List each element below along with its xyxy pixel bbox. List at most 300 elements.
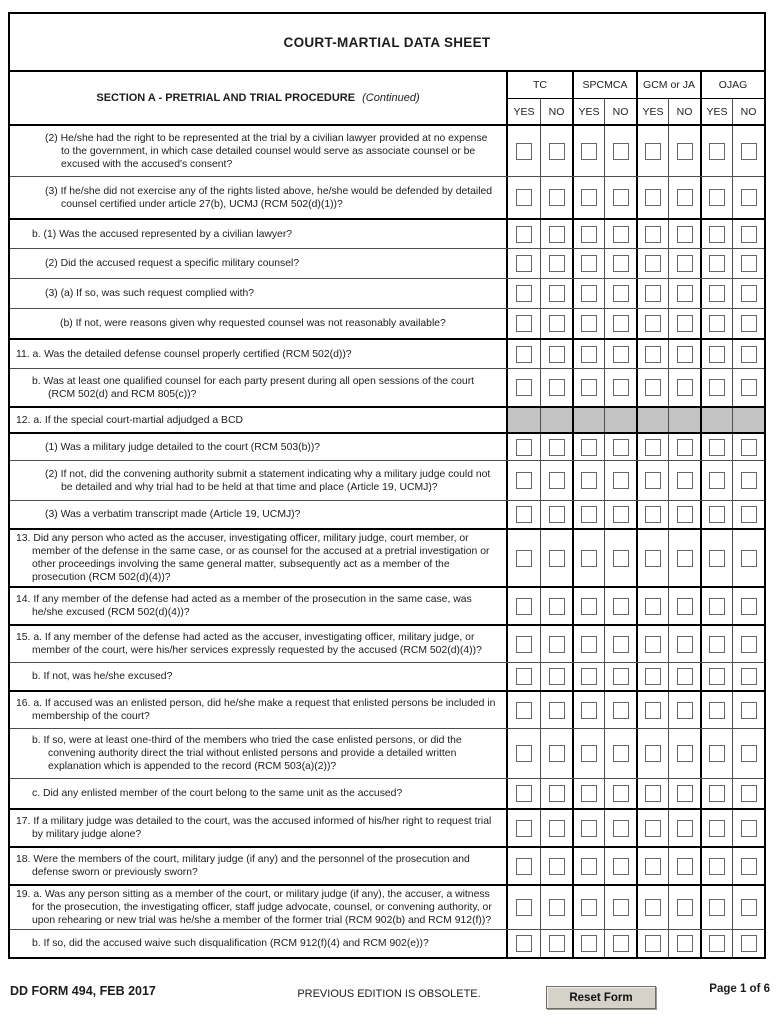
- checkbox-tc-no[interactable]: [549, 745, 565, 762]
- answer-cell: [636, 692, 668, 728]
- checkbox-ojag-no[interactable]: [741, 636, 757, 653]
- checkbox-tc-yes[interactable]: [516, 285, 532, 302]
- checkbox-tc-yes[interactable]: [516, 379, 532, 396]
- checkbox-spcmca-yes[interactable]: [581, 820, 597, 837]
- checkbox-ojag-no[interactable]: [741, 226, 757, 243]
- answer-cell: [700, 279, 732, 308]
- answer-cells: [508, 886, 764, 929]
- checkbox-gcm-or-ja-yes[interactable]: [645, 636, 661, 653]
- checkbox-tc-yes[interactable]: [516, 820, 532, 837]
- checkbox-gcm-or-ja-no[interactable]: [677, 550, 693, 567]
- checkbox-ojag-yes[interactable]: [709, 189, 725, 206]
- checkbox-gcm-or-ja-no[interactable]: [677, 226, 693, 243]
- checkbox-gcm-or-ja-no[interactable]: [677, 598, 693, 615]
- checkbox-tc-no[interactable]: [549, 143, 565, 160]
- checkbox-tc-no[interactable]: [549, 315, 565, 332]
- checkbox-gcm-or-ja-no[interactable]: [677, 506, 693, 523]
- checkbox-spcmca-no[interactable]: [613, 379, 629, 396]
- answer-cell: [732, 588, 764, 624]
- question-text: (3) If he/she did not exercise any of the rights listed above, he/she would be defended by detailed counsel certified under article 27(b), UCMJ (RCM 502(d)(1))?: [10, 177, 508, 218]
- checkbox-ojag-yes[interactable]: [709, 285, 725, 302]
- checkbox-gcm-or-ja-yes[interactable]: [645, 255, 661, 272]
- answer-cells: [508, 588, 764, 624]
- answer-cell: [636, 663, 668, 690]
- answer-cell: [540, 930, 572, 957]
- answer-cell: [508, 663, 540, 690]
- checkbox-spcmca-no[interactable]: [613, 785, 629, 802]
- answer-cell: [540, 340, 572, 368]
- answer-cell: [572, 434, 604, 460]
- checkbox-gcm-or-ja-no[interactable]: [677, 935, 693, 952]
- checkbox-gcm-or-ja-yes[interactable]: [645, 226, 661, 243]
- answer-cell: [508, 501, 540, 528]
- answer-cell: [604, 810, 636, 846]
- checkbox-spcmca-no[interactable]: [613, 439, 629, 456]
- column-group-tc: TC: [533, 79, 547, 91]
- checkbox-tc-yes[interactable]: [516, 668, 532, 685]
- answer-cell: [604, 930, 636, 957]
- answer-cell: [540, 408, 572, 432]
- answer-cells: [508, 692, 764, 728]
- answer-cell: [732, 249, 764, 278]
- checkbox-tc-no[interactable]: [549, 820, 565, 837]
- header-tc-no: NO: [540, 99, 572, 124]
- checkbox-spcmca-yes[interactable]: [581, 598, 597, 615]
- checkbox-gcm-or-ja-yes[interactable]: [645, 506, 661, 523]
- checkbox-ojag-yes[interactable]: [709, 315, 725, 332]
- checkbox-spcmca-no[interactable]: [613, 315, 629, 332]
- checkbox-ojag-no[interactable]: [741, 472, 757, 489]
- answer-cell: [508, 340, 540, 368]
- answer-cells: [508, 434, 764, 460]
- checkbox-spcmca-yes[interactable]: [581, 858, 597, 875]
- answer-cell: [700, 729, 732, 778]
- checkbox-spcmca-no[interactable]: [613, 820, 629, 837]
- answer-cell: [604, 408, 636, 432]
- answer-cell: [572, 461, 604, 500]
- checkbox-spcmca-yes[interactable]: [581, 226, 597, 243]
- header-ojag-yes: YES: [700, 99, 732, 124]
- checkbox-ojag-yes[interactable]: [709, 668, 725, 685]
- checkbox-spcmca-yes[interactable]: [581, 935, 597, 952]
- checkbox-tc-no[interactable]: [549, 785, 565, 802]
- form-row: [10, 368, 764, 406]
- answer-cell: [508, 369, 540, 406]
- checkbox-ojag-no[interactable]: [741, 506, 757, 523]
- question-text: 18. Were the members of the court, military judge (if any) and the personnel of the prosecution and defense sworn or previously sworn?: [10, 848, 508, 884]
- answer-cell: [604, 340, 636, 368]
- question-text: (3) (a) If so, was such request complied with?: [10, 279, 508, 308]
- checkbox-spcmca-no[interactable]: [613, 346, 629, 363]
- answer-cell: [700, 886, 732, 929]
- answer-cell: [668, 810, 700, 846]
- checkbox-ojag-yes[interactable]: [709, 785, 725, 802]
- checkbox-spcmca-yes[interactable]: [581, 745, 597, 762]
- answer-cell: [732, 279, 764, 308]
- checkbox-ojag-yes[interactable]: [709, 346, 725, 363]
- checkbox-tc-no[interactable]: [549, 506, 565, 523]
- answer-cell: [636, 626, 668, 662]
- checkbox-gcm-or-ja-no[interactable]: [677, 636, 693, 653]
- checkbox-tc-yes[interactable]: [516, 189, 532, 206]
- checkbox-ojag-no[interactable]: [741, 143, 757, 160]
- answer-cell: [700, 848, 732, 884]
- checkbox-spcmca-no[interactable]: [613, 668, 629, 685]
- reset-form-button[interactable]: Reset Form: [546, 986, 656, 1009]
- answer-cell: [636, 588, 668, 624]
- checkbox-tc-yes[interactable]: [516, 315, 532, 332]
- checkbox-spcmca-no[interactable]: [613, 189, 629, 206]
- answer-cell: [668, 588, 700, 624]
- answer-cell: [636, 220, 668, 248]
- checkbox-gcm-or-ja-no[interactable]: [677, 379, 693, 396]
- checkbox-spcmca-yes[interactable]: [581, 472, 597, 489]
- checkbox-gcm-or-ja-no[interactable]: [677, 285, 693, 302]
- checkbox-tc-yes[interactable]: [516, 899, 532, 916]
- checkbox-spcmca-yes[interactable]: [581, 255, 597, 272]
- answer-cell: [700, 461, 732, 500]
- checkbox-spcmca-no[interactable]: [613, 472, 629, 489]
- form-row: [10, 460, 764, 500]
- answer-cell: [668, 279, 700, 308]
- answer-cell: [636, 408, 668, 432]
- checkbox-tc-no[interactable]: [549, 346, 565, 363]
- answer-cell: [508, 530, 540, 586]
- answer-cell: [732, 126, 764, 176]
- checkbox-tc-yes[interactable]: [516, 636, 532, 653]
- column-group-gcm-or-ja: GCM or JA: [636, 72, 700, 98]
- checkbox-tc-yes[interactable]: [516, 346, 532, 363]
- checkbox-spcmca-no[interactable]: [613, 255, 629, 272]
- checkbox-ojag-no[interactable]: [741, 439, 757, 456]
- answer-cell: [604, 729, 636, 778]
- answer-cell: [508, 930, 540, 957]
- answer-cells: [508, 369, 764, 406]
- checkbox-ojag-no[interactable]: [741, 346, 757, 363]
- checkbox-gcm-or-ja-yes[interactable]: [645, 598, 661, 615]
- checkbox-tc-yes[interactable]: [516, 550, 532, 567]
- checkbox-spcmca-yes[interactable]: [581, 785, 597, 802]
- answer-cell: [732, 434, 764, 460]
- checkbox-spcmca-yes[interactable]: [581, 189, 597, 206]
- answer-cell: [668, 309, 700, 338]
- answer-cell: [540, 309, 572, 338]
- checkbox-gcm-or-ja-yes[interactable]: [645, 668, 661, 685]
- checkbox-tc-yes[interactable]: [516, 226, 532, 243]
- answer-cell: [732, 810, 764, 846]
- answer-cells: [508, 461, 764, 500]
- checkbox-gcm-or-ja-yes[interactable]: [645, 346, 661, 363]
- form-row: [10, 778, 764, 808]
- checkbox-tc-no[interactable]: [549, 702, 565, 719]
- question-text: (2) Did the accused request a specific military counsel?: [10, 249, 508, 278]
- checkbox-gcm-or-ja-yes[interactable]: [645, 745, 661, 762]
- checkbox-tc-yes[interactable]: [516, 439, 532, 456]
- checkbox-spcmca-no[interactable]: [613, 550, 629, 567]
- checkbox-ojag-no[interactable]: [741, 315, 757, 332]
- checkbox-tc-no[interactable]: [549, 550, 565, 567]
- checkbox-spcmca-no[interactable]: [613, 745, 629, 762]
- checkbox-spcmca-yes[interactable]: [581, 702, 597, 719]
- checkbox-tc-yes[interactable]: [516, 506, 532, 523]
- checkbox-ojag-no[interactable]: [741, 745, 757, 762]
- answer-cell: [700, 408, 732, 432]
- checkbox-ojag-no[interactable]: [741, 785, 757, 802]
- checkbox-ojag-no[interactable]: [741, 285, 757, 302]
- checkbox-ojag-yes[interactable]: [709, 506, 725, 523]
- answer-cell: [508, 408, 540, 432]
- checkbox-gcm-or-ja-yes[interactable]: [645, 785, 661, 802]
- answer-cell: [700, 126, 732, 176]
- question-text: (1) Was a military judge detailed to the court (RCM 503(b))?: [10, 434, 508, 460]
- answer-cell: [732, 530, 764, 586]
- question-text: b. If so, did the accused waive such disqualification (RCM 912(f)(4) and RCM 902(e))?: [10, 930, 508, 957]
- checkbox-ojag-no[interactable]: [741, 935, 757, 952]
- page-title: COURT-MARTIAL DATA SHEET: [283, 34, 491, 50]
- answer-cell: [540, 220, 572, 248]
- checkbox-gcm-or-ja-no[interactable]: [677, 315, 693, 332]
- checkbox-gcm-or-ja-yes[interactable]: [645, 143, 661, 160]
- section-header: [10, 72, 508, 124]
- checkbox-ojag-yes[interactable]: [709, 820, 725, 837]
- form-row: [10, 884, 764, 929]
- checkbox-tc-no[interactable]: [549, 598, 565, 615]
- answer-cell: [700, 309, 732, 338]
- checkbox-ojag-yes[interactable]: [709, 745, 725, 762]
- header-ojag-no: NO: [732, 99, 764, 124]
- checkbox-spcmca-no[interactable]: [613, 143, 629, 160]
- checkbox-ojag-yes[interactable]: [709, 598, 725, 615]
- answer-cell: [636, 930, 668, 957]
- header-gcm-or-ja-no: NO: [668, 99, 700, 124]
- answer-cell: [668, 220, 700, 248]
- checkbox-gcm-or-ja-no[interactable]: [677, 899, 693, 916]
- checkbox-spcmca-no[interactable]: [613, 899, 629, 916]
- answer-cell: [540, 886, 572, 929]
- checkbox-ojag-yes[interactable]: [709, 636, 725, 653]
- section-header-label: SECTION A - PRETRIAL AND TRIAL PROCEDURE: [96, 92, 356, 104]
- checkbox-tc-no[interactable]: [549, 439, 565, 456]
- checkbox-tc-yes[interactable]: [516, 255, 532, 272]
- checkbox-spcmca-yes[interactable]: [581, 636, 597, 653]
- checkbox-tc-no[interactable]: [549, 379, 565, 396]
- checkbox-ojag-no[interactable]: [741, 550, 757, 567]
- checkbox-spcmca-yes[interactable]: [581, 668, 597, 685]
- answer-cells: [508, 729, 764, 778]
- checkbox-gcm-or-ja-no[interactable]: [677, 668, 693, 685]
- form-row: [10, 728, 764, 778]
- answer-cell: [732, 220, 764, 248]
- answer-cell: [668, 530, 700, 586]
- checkbox-ojag-yes[interactable]: [709, 143, 725, 160]
- answer-cell: [604, 461, 636, 500]
- checkbox-ojag-no[interactable]: [741, 598, 757, 615]
- checkbox-ojag-no[interactable]: [741, 858, 757, 875]
- checkbox-ojag-yes[interactable]: [709, 899, 725, 916]
- question-text: 11. a. Was the detailed defense counsel properly certified (RCM 502(d))?: [10, 340, 508, 368]
- checkbox-tc-no[interactable]: [549, 636, 565, 653]
- answer-cell: [604, 848, 636, 884]
- checkbox-gcm-or-ja-yes[interactable]: [645, 379, 661, 396]
- checkbox-tc-yes[interactable]: [516, 745, 532, 762]
- checkbox-gcm-or-ja-yes[interactable]: [645, 315, 661, 332]
- checkbox-spcmca-no[interactable]: [613, 598, 629, 615]
- checkbox-gcm-or-ja-no[interactable]: [677, 439, 693, 456]
- checkbox-gcm-or-ja-no[interactable]: [677, 143, 693, 160]
- checkbox-spcmca-no[interactable]: [613, 285, 629, 302]
- form-row: [10, 406, 764, 432]
- answer-cell: [668, 626, 700, 662]
- checkbox-gcm-or-ja-yes[interactable]: [645, 439, 661, 456]
- checkbox-gcm-or-ja-yes[interactable]: [645, 858, 661, 875]
- checkbox-ojag-yes[interactable]: [709, 702, 725, 719]
- checkbox-ojag-no[interactable]: [741, 668, 757, 685]
- checkbox-ojag-yes[interactable]: [709, 379, 725, 396]
- answer-cell: [668, 886, 700, 929]
- page-footer: [8, 982, 770, 1016]
- form-row: [10, 624, 764, 662]
- answer-cell: [668, 729, 700, 778]
- checkbox-ojag-no[interactable]: [741, 702, 757, 719]
- checkbox-gcm-or-ja-no[interactable]: [677, 745, 693, 762]
- answer-cell: [572, 848, 604, 884]
- checkbox-ojag-no[interactable]: [741, 255, 757, 272]
- checkbox-gcm-or-ja-yes[interactable]: [645, 702, 661, 719]
- checkbox-spcmca-yes[interactable]: [581, 379, 597, 396]
- checkbox-gcm-or-ja-yes[interactable]: [645, 899, 661, 916]
- checkbox-tc-yes[interactable]: [516, 702, 532, 719]
- checkbox-gcm-or-ja-yes[interactable]: [645, 550, 661, 567]
- checkbox-gcm-or-ja-no[interactable]: [677, 346, 693, 363]
- checkbox-gcm-or-ja-no[interactable]: [677, 472, 693, 489]
- question-text: 16. a. If accused was an enlisted person, did he/she make a request that enlisted persons be included in membership of the court?: [10, 692, 508, 728]
- answer-cell: [508, 810, 540, 846]
- checkbox-spcmca-no[interactable]: [613, 702, 629, 719]
- checkbox-tc-no[interactable]: [549, 226, 565, 243]
- checkbox-gcm-or-ja-no[interactable]: [677, 189, 693, 206]
- checkbox-spcmca-no[interactable]: [613, 506, 629, 523]
- checkbox-spcmca-yes[interactable]: [581, 506, 597, 523]
- checkbox-tc-no[interactable]: [549, 858, 565, 875]
- answer-cell: [572, 309, 604, 338]
- checkbox-tc-yes[interactable]: [516, 785, 532, 802]
- checkbox-tc-no[interactable]: [549, 668, 565, 685]
- question-text: b. Was at least one qualified counsel for each party present during all open sessions of the court (RCM 502(d) and RCM 805(c))?: [10, 369, 508, 406]
- answer-cell: [572, 886, 604, 929]
- checkbox-ojag-yes[interactable]: [709, 935, 725, 952]
- checkbox-gcm-or-ja-yes[interactable]: [645, 285, 661, 302]
- checkbox-ojag-yes[interactable]: [709, 255, 725, 272]
- checkbox-gcm-or-ja-no[interactable]: [677, 702, 693, 719]
- checkbox-tc-yes[interactable]: [516, 472, 532, 489]
- checkbox-gcm-or-ja-yes[interactable]: [645, 935, 661, 952]
- checkbox-gcm-or-ja-no[interactable]: [677, 785, 693, 802]
- answer-cell: [700, 779, 732, 808]
- checkbox-tc-yes[interactable]: [516, 858, 532, 875]
- checkbox-spcmca-no[interactable]: [613, 935, 629, 952]
- answer-cell: [732, 408, 764, 432]
- checkbox-ojag-no[interactable]: [741, 379, 757, 396]
- checkbox-spcmca-yes[interactable]: [581, 143, 597, 160]
- checkbox-tc-no[interactable]: [549, 255, 565, 272]
- answer-cell: [700, 663, 732, 690]
- question-text: b. If not, was he/she excused?: [10, 663, 508, 690]
- checkbox-spcmca-yes[interactable]: [581, 315, 597, 332]
- checkbox-spcmca-yes[interactable]: [581, 899, 597, 916]
- answer-cell: [540, 530, 572, 586]
- checkbox-gcm-or-ja-yes[interactable]: [645, 472, 661, 489]
- checkbox-tc-no[interactable]: [549, 899, 565, 916]
- form-row: [10, 929, 764, 957]
- answer-cell: [636, 340, 668, 368]
- checkbox-ojag-no[interactable]: [741, 820, 757, 837]
- answer-cell: [572, 692, 604, 728]
- checkbox-gcm-or-ja-yes[interactable]: [645, 820, 661, 837]
- checkbox-spcmca-no[interactable]: [613, 636, 629, 653]
- checkbox-ojag-no[interactable]: [741, 189, 757, 206]
- question-text: b. If so, were at least one-third of the members who tried the case enlisted persons, or did the convening authority direct the trial without enlisted persons and provide a detailed written explanation which is appended to the record (RCM 503(a)(2))?: [10, 729, 508, 778]
- checkbox-ojag-yes[interactable]: [709, 858, 725, 875]
- form-table: [8, 12, 766, 959]
- checkbox-tc-no[interactable]: [549, 285, 565, 302]
- checkbox-gcm-or-ja-no[interactable]: [677, 820, 693, 837]
- answer-cell: [668, 340, 700, 368]
- checkbox-ojag-yes[interactable]: [709, 226, 725, 243]
- answer-cell: [572, 663, 604, 690]
- checkbox-ojag-yes[interactable]: [709, 550, 725, 567]
- answer-cell: [732, 461, 764, 500]
- answer-cell: [540, 501, 572, 528]
- checkbox-tc-yes[interactable]: [516, 935, 532, 952]
- answer-cells: [508, 501, 764, 528]
- answer-cell: [572, 729, 604, 778]
- checkbox-ojag-yes[interactable]: [709, 472, 725, 489]
- answer-cell: [508, 779, 540, 808]
- answer-cell: [668, 434, 700, 460]
- answer-cell: [540, 588, 572, 624]
- checkbox-gcm-or-ja-no[interactable]: [677, 255, 693, 272]
- answer-cell: [572, 501, 604, 528]
- answer-cell: [732, 663, 764, 690]
- checkbox-tc-no[interactable]: [549, 935, 565, 952]
- answer-cell: [636, 810, 668, 846]
- answer-cell: [540, 779, 572, 808]
- answer-cell: [668, 126, 700, 176]
- checkbox-ojag-no[interactable]: [741, 899, 757, 916]
- checkbox-ojag-yes[interactable]: [709, 439, 725, 456]
- checkbox-spcmca-no[interactable]: [613, 226, 629, 243]
- checkbox-spcmca-no[interactable]: [613, 858, 629, 875]
- checkbox-gcm-or-ja-no[interactable]: [677, 858, 693, 875]
- checkbox-gcm-or-ja-yes[interactable]: [645, 189, 661, 206]
- answer-cell: [636, 126, 668, 176]
- checkbox-tc-yes[interactable]: [516, 598, 532, 615]
- answer-cell: [668, 408, 700, 432]
- checkbox-tc-no[interactable]: [549, 189, 565, 206]
- checkbox-spcmca-yes[interactable]: [581, 285, 597, 302]
- checkbox-spcmca-yes[interactable]: [581, 550, 597, 567]
- form-title: [10, 14, 764, 72]
- answer-cell: [732, 930, 764, 957]
- checkbox-tc-no[interactable]: [549, 472, 565, 489]
- checkbox-spcmca-yes[interactable]: [581, 439, 597, 456]
- answer-cell: [540, 369, 572, 406]
- answer-cell: [604, 309, 636, 338]
- answer-cells: [508, 220, 764, 248]
- checkbox-tc-yes[interactable]: [516, 143, 532, 160]
- answer-cell: [540, 177, 572, 218]
- checkbox-spcmca-yes[interactable]: [581, 346, 597, 363]
